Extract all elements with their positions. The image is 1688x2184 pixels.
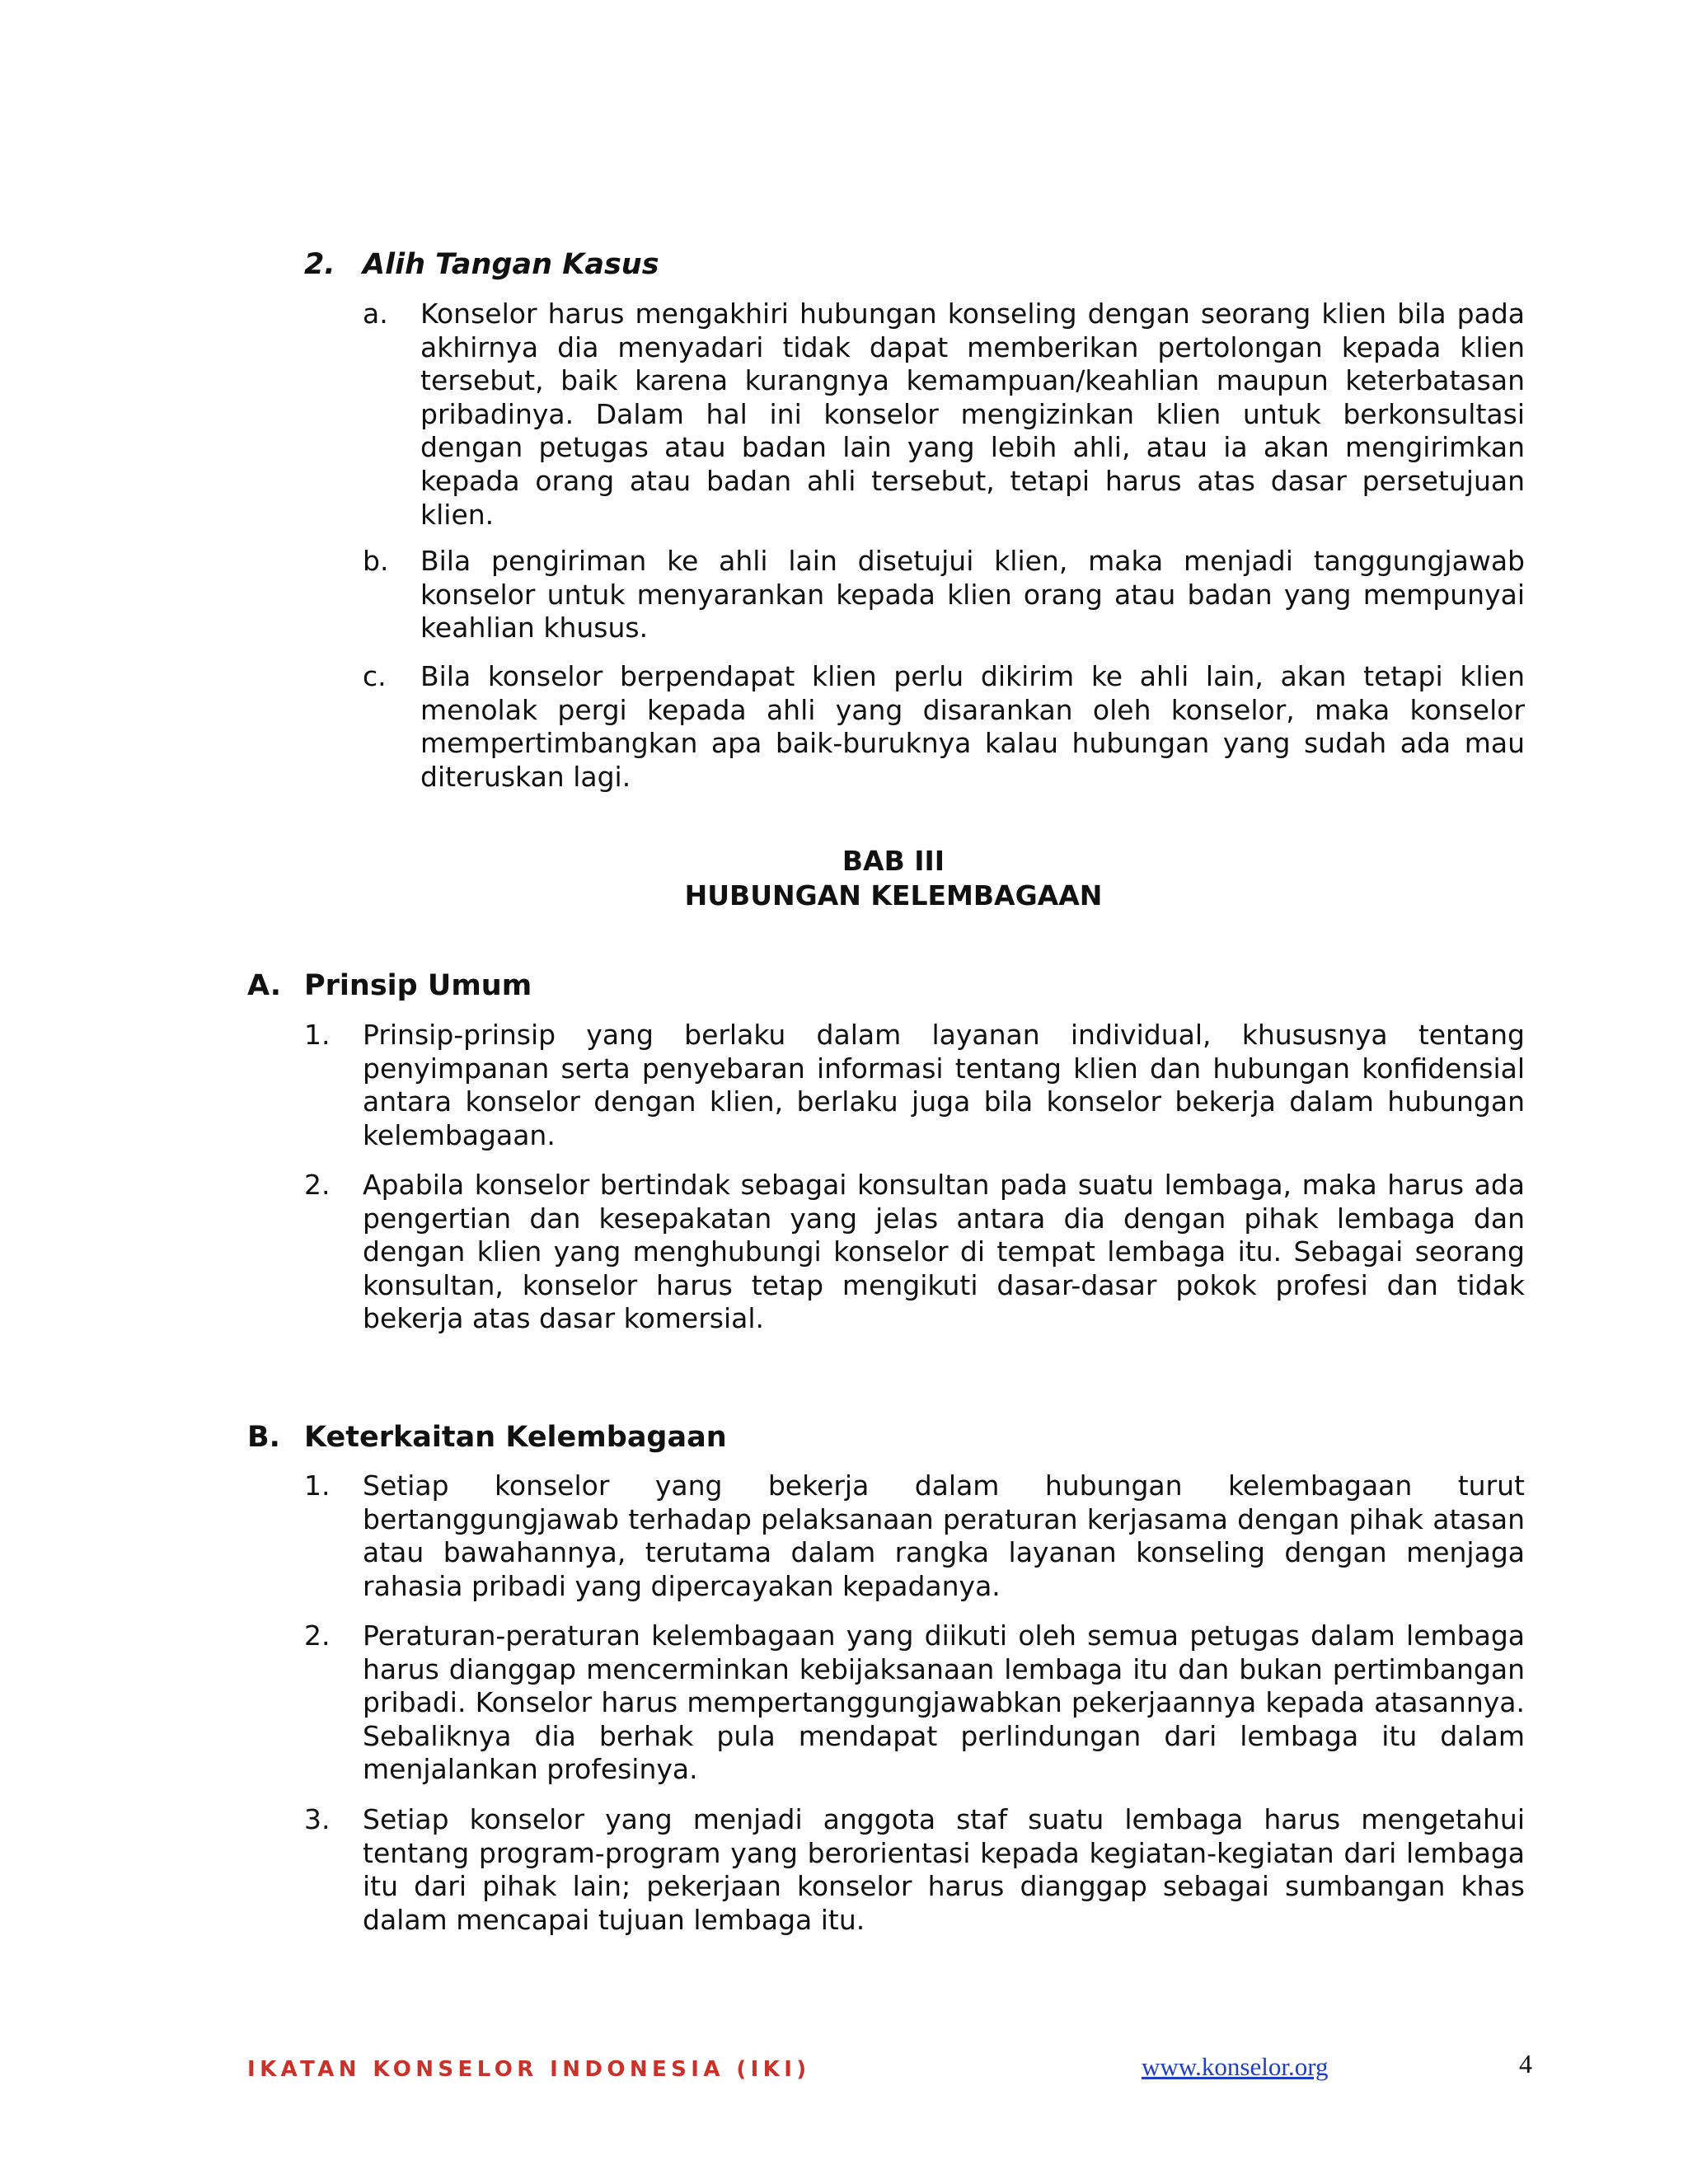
section-number: 2. bbox=[304, 248, 335, 281]
list-item-text: Peraturan-peraturan kelembagaan yang diikuti oleh semua petugas dalam lembaga harus dianggap mencerminkan kebijaksanaan lembaga itu dan bukan pertimbangan pribadi. Konselor harus mempertanggungjawabkan pekerjaannya kepada atasannya. Sebaliknya dia berhak pula mendapat perlindungan dari lembaga itu dalam menjalankan profesinya. bbox=[363, 1619, 1525, 1786]
section-letter: B. bbox=[247, 1421, 280, 1454]
list-item-text: Setiap konselor yang bekerja dalam hubungan kelembagaan turut bertanggungjawab terhadap pelaksanaan peraturan kerjasama dengan pihak atasan atau bawahannya, terutama dalam rangka layanan konseling dengan menjaga rahasia pribadi yang dipercayakan kepadanya. bbox=[363, 1469, 1525, 1602]
list-item-text: Apabila konselor bertindak sebagai konsultan pada suatu lembaga, maka harus ada pengertian dan kesepakatan yang jelas antara dia dengan pihak lembaga dan dengan klien yang menghubungi konselor di tempat lembaga itu. Sebagai seorang konsultan, konselor harus tetap mengikuti dasar-dasar pokok profesi dan tidak bekerja atas dasar komersial. bbox=[363, 1169, 1525, 1335]
section-title: Alih Tangan Kasus bbox=[363, 248, 659, 281]
list-marker: 1. bbox=[304, 1019, 331, 1051]
footer-website-link[interactable]: www.konselor.org bbox=[1142, 2052, 1329, 2081]
list-item-text: Bila pengiriman ke ahli lain disetujui klien, maka menjadi tanggungjawab konselor untuk menyarankan kepada klien orang atau badan yang mempunyai keahlian khusus. bbox=[420, 545, 1525, 644]
list-marker: 1. bbox=[304, 1469, 331, 1502]
list-marker: 3. bbox=[304, 1803, 331, 1835]
chapter-title: HUBUNGAN KELEMBAGAAN bbox=[684, 879, 1103, 912]
page-number: 4 bbox=[1519, 2049, 1532, 2079]
section-letter: A. bbox=[247, 969, 282, 1002]
list-item-text: Prinsip-prinsip yang berlaku dalam layanan individual, khususnya tentang penyimpanan serta penyebaran informasi tentang klien dan hubungan konfidensial antara konselor dengan klien, berlaku juga bila konselor bekerja dalam hubungan kelembagaan. bbox=[363, 1019, 1525, 1151]
list-item-text: Bila konselor berpendapat klien perlu dikirim ke ahli lain, akan tetapi klien menolak pergi kepada ahli yang disarankan oleh konselor, maka konselor mempertimbangkan apa baik-buruknya kalau hubungan yang sudah ada mau diteruskan lagi. bbox=[420, 660, 1525, 793]
chapter-label: BAB III bbox=[842, 845, 945, 877]
footer-organization: IKATAN KONSELOR INDONESIA (IKI) bbox=[247, 2057, 811, 2082]
list-marker: b. bbox=[363, 545, 389, 577]
list-marker: 2. bbox=[304, 1169, 331, 1201]
list-marker: a. bbox=[363, 298, 388, 330]
list-item-text: Konselor harus mengakhiri hubungan konseling dengan seorang klien bila pada akhirnya dia menyadari tidak dapat memberikan pertolongan kepada klien tersebut, baik karena kurangnya kemampuan/keahlian maupun keterbatasan pribadinya. Dalam hal ini konselor mengizinkan klien untuk berkonsultasi dengan petugas atau badan lain yang lebih ahli, atau ia akan mengirimkan kepada orang atau badan ahli tersebut, tetapi harus atas dasar persetujuan klien. bbox=[420, 298, 1525, 531]
section-title: Keterkaitan Kelembagaan bbox=[304, 1421, 727, 1454]
list-marker: 2. bbox=[304, 1619, 331, 1652]
list-item-text: Setiap konselor yang menjadi anggota staf suatu lembaga harus mengetahui tentang program-program yang berorientasi kepada kegiatan-kegiatan dari lembaga itu dari pihak lain; pekerjaan konselor harus dianggap sebagai sumbangan khas dalam mencapai tujuan lembaga itu. bbox=[363, 1803, 1525, 1936]
section-title: Prinsip Umum bbox=[304, 969, 532, 1002]
list-marker: c. bbox=[363, 660, 387, 692]
